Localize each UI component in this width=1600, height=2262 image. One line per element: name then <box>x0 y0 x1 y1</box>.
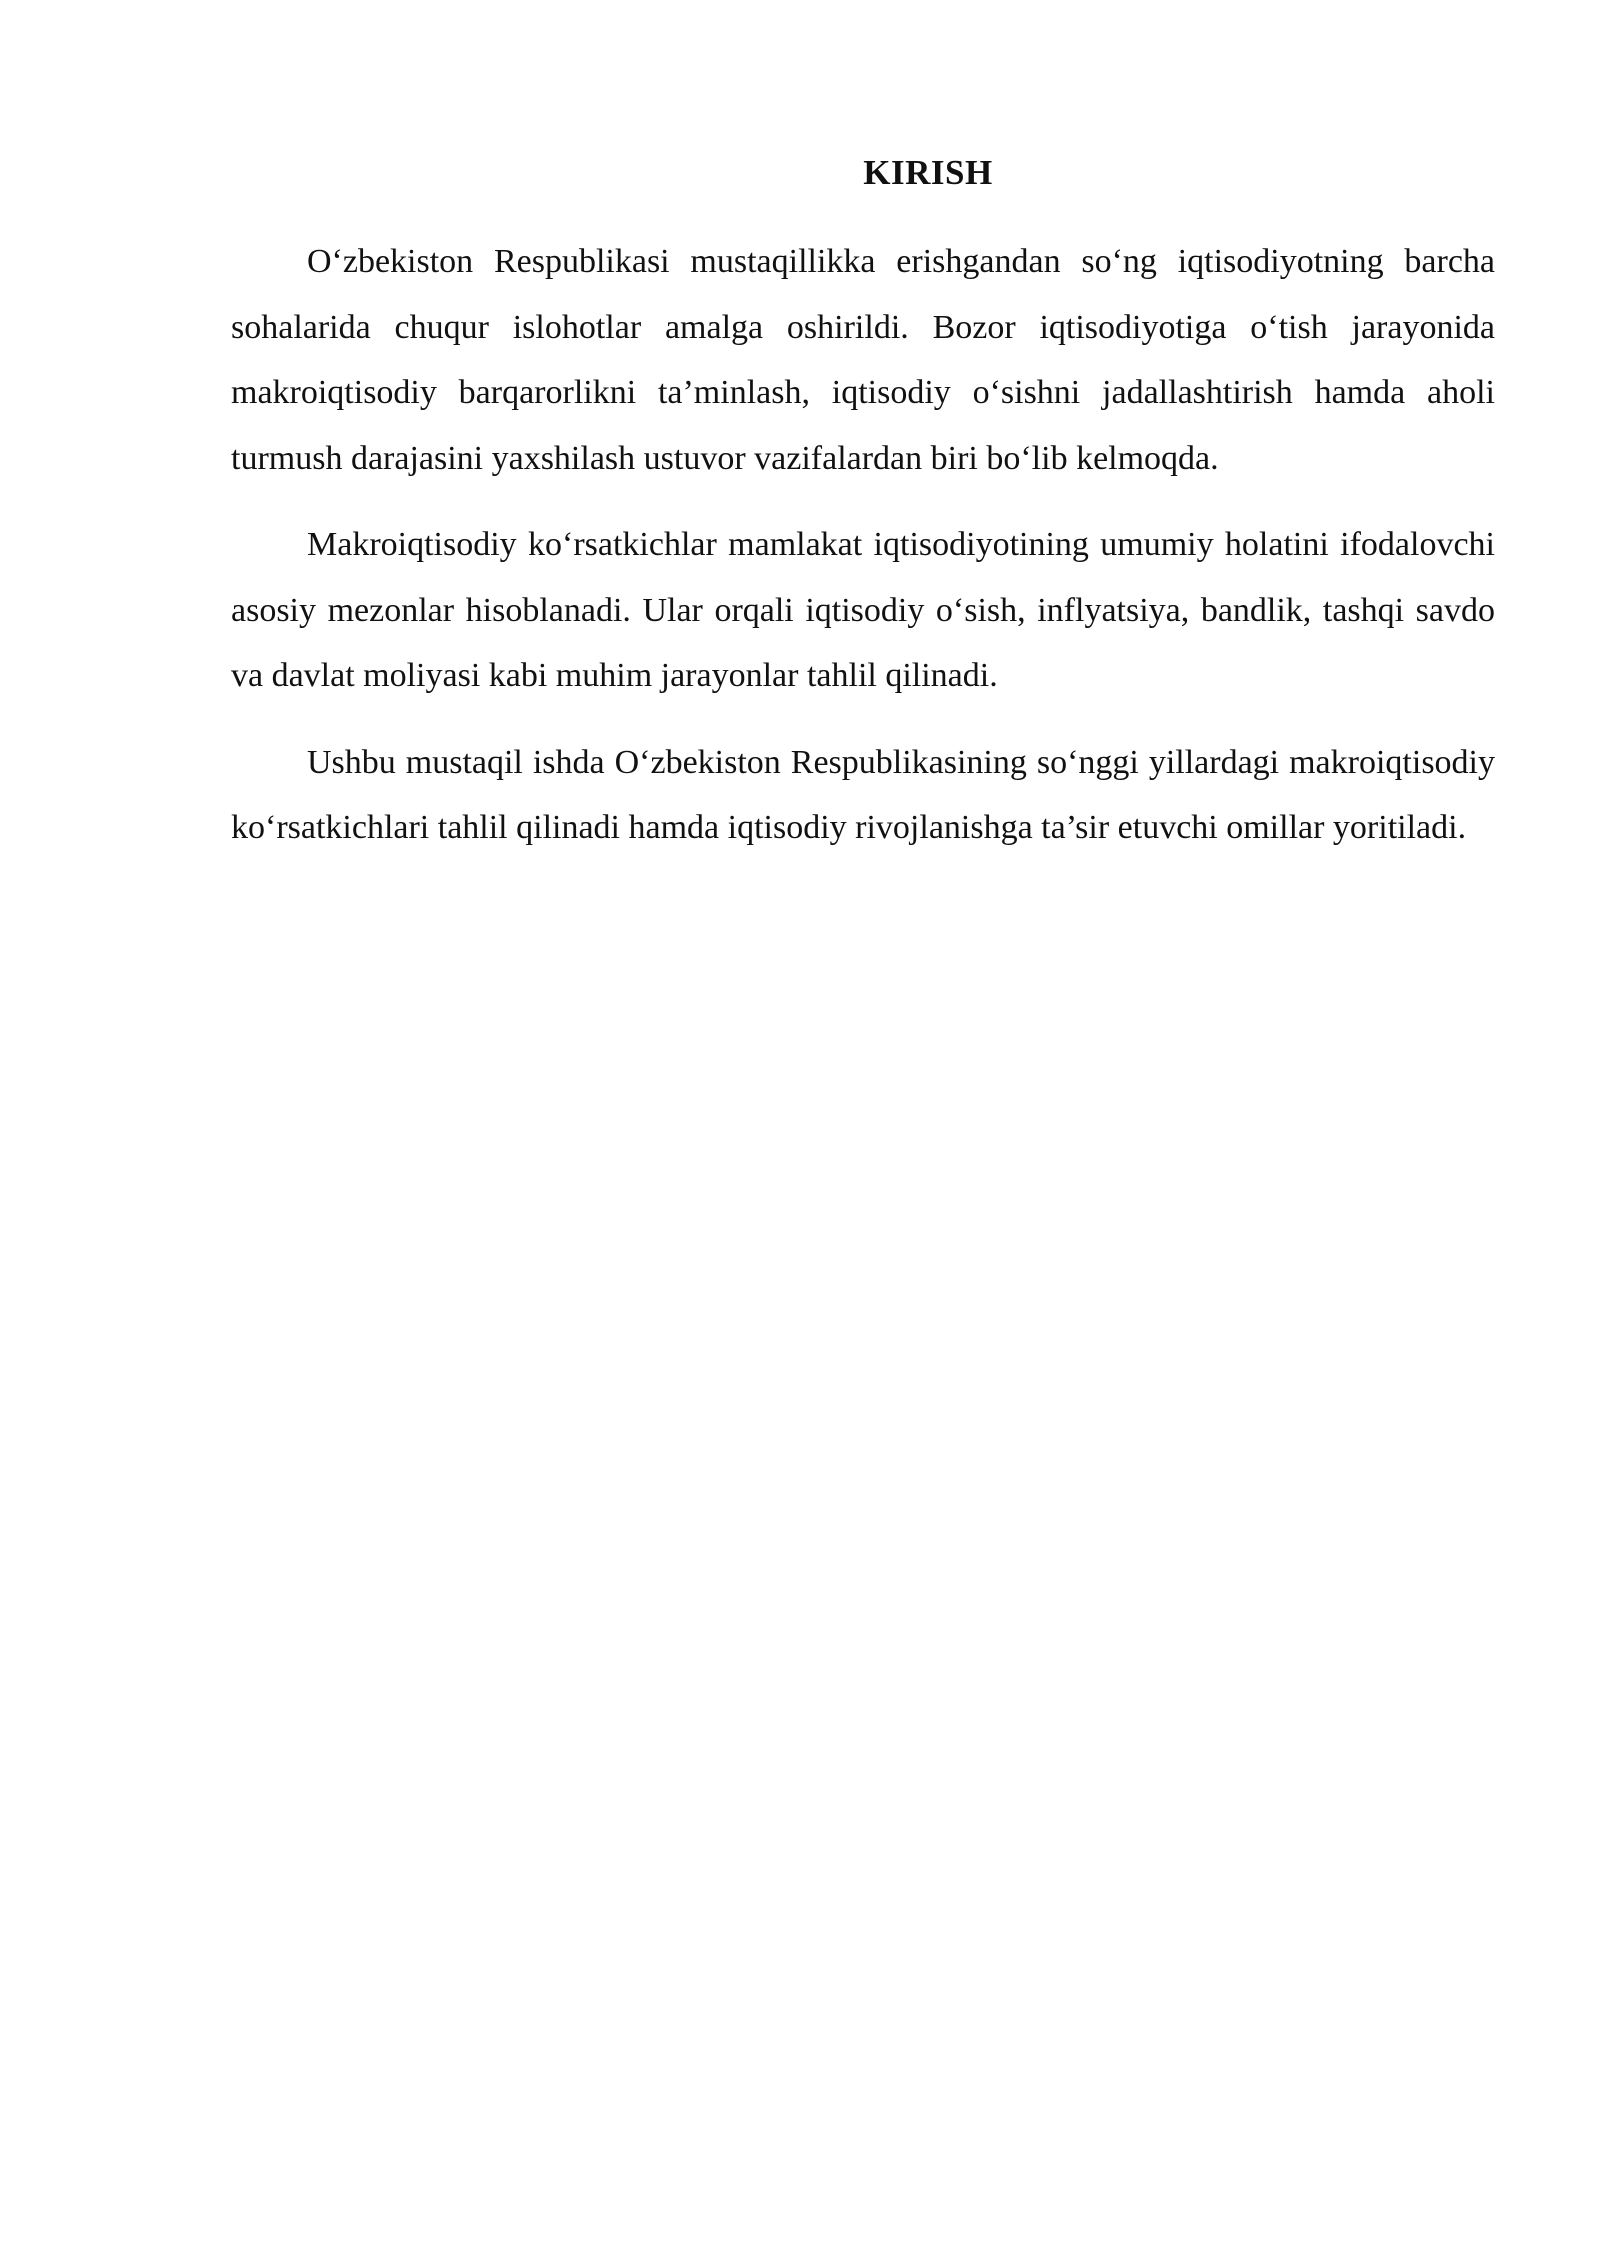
paragraph-indicators: Makroiqtisodiy ko‘rsatkichlar mamlakat iqtisodiyotining umumiy holatini ifodalovchi asosiy mezonlar hisoblanadi. Ular orqali iqtisodiy o‘sish, inflyatsiya, bandlik, tashqi savdo va davlat moliyasi kabi muhim jarayonlar tahlil qilinadi. <box>231 526 1495 694</box>
section-heading: KIRISH <box>863 153 993 192</box>
paragraph-intro: O‘zbekiston Respublikasi mustaqillikka erishgandan so‘ng iqtisodiyotning barcha sohalarida chuqur islohotlar amalga oshirildi. Bozor iqtisodiyotiga o‘tish jarayonida makroiqtisodiy barqarorlikni ta’minlash, iqtisodiy o‘sishni jadallashtirish hamda aholi turmush darajasini yaxshilash ustuvor vazifalardan biri bo‘lib kelmoqda. <box>231 243 1495 477</box>
document-body <box>231 148 1495 861</box>
paragraph-purpose: Ushbu mustaqil ishda O‘zbekiston Respublikasining so‘nggi yillardagi makroiqtisodiy ko‘rsatkichlari tahlil qilinadi hamda iqtisodiy rivojlanishga ta’sir etuvchi omillar yoritiladi. <box>231 743 1495 846</box>
